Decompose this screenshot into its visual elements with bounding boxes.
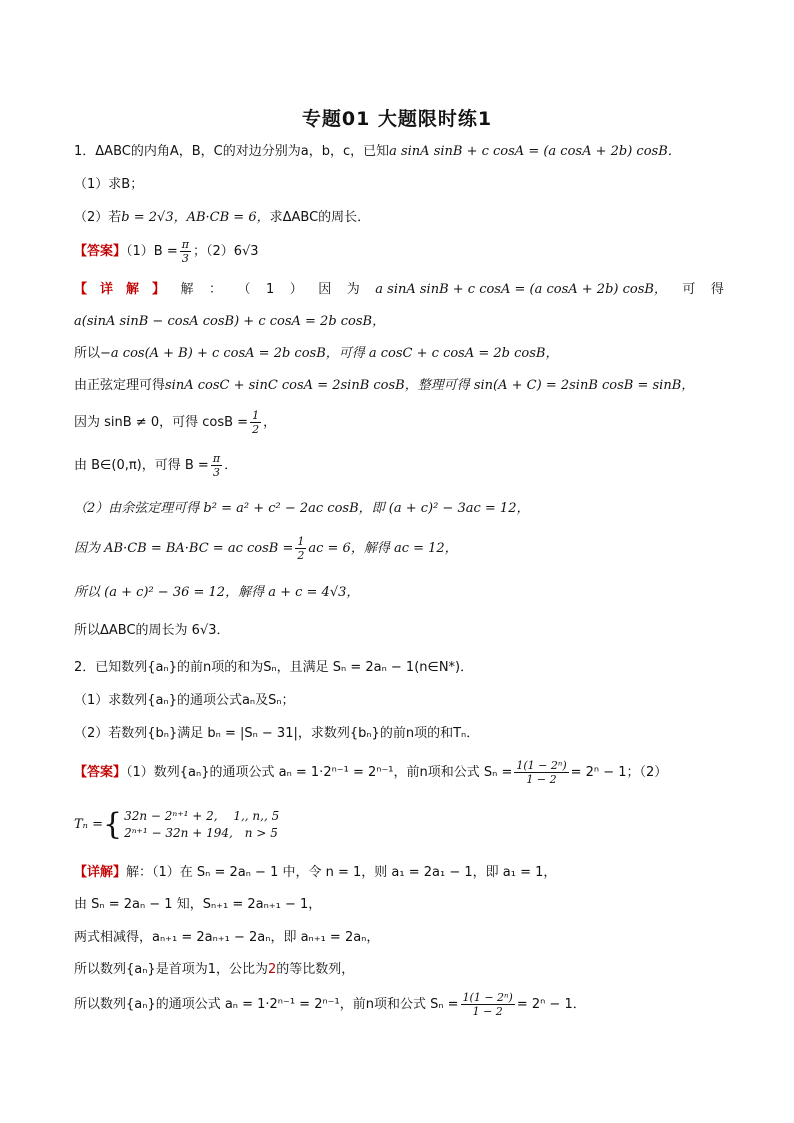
fraction-numerator: 1 xyxy=(297,535,305,548)
q1-answer-p1: （1）B = xyxy=(126,244,178,259)
q1-part2-formula: b = 2√3，AB·CB = 6， xyxy=(121,210,270,225)
q2-detail-line5 xyxy=(74,988,724,1022)
detail-word: ： xyxy=(209,282,223,297)
fraction-denominator: 1 − 2 xyxy=(472,1005,503,1018)
q2-answer xyxy=(74,757,724,789)
q1-part1: （1）求B； xyxy=(74,177,144,192)
q1-step6 xyxy=(74,500,724,518)
q2-detail-5-end: = 2ⁿ − 1． xyxy=(516,997,586,1012)
q2-part2: （2）若数列{bₙ}满足 bₙ = |Sₙ − 31|，求数列{bₙ}的前n项的和Tₙ． xyxy=(74,726,480,741)
q2-detail-tag: 【详解】 xyxy=(74,865,127,880)
q1-step7-text: 因为 AB·CB = BA·BC = ac cosB = xyxy=(74,541,294,556)
q1-answer-fraction xyxy=(180,238,191,265)
q1-step7 xyxy=(74,532,724,566)
q2-detail-4b: 2 xyxy=(267,962,277,977)
q1-detail-tag: 【 详 解 】 xyxy=(74,282,166,297)
q1-step4-end: ， xyxy=(263,415,277,430)
detail-word: 得 xyxy=(710,282,724,297)
detail-word: ） xyxy=(289,282,303,297)
q1-part2-prefix: （2）若 xyxy=(74,210,122,225)
q1-step2-text: 所以 xyxy=(74,346,101,361)
q2-detail-1: 解：（1）在 Sₙ = 2aₙ − 1 中，令 n = 1，则 a₁ = 2a₁ − 1，即 a₁ = 1， xyxy=(126,865,557,880)
q1-step9-text: 所以ΔABC的周长为 6√3． xyxy=(74,623,230,638)
detail-word: 为 xyxy=(346,282,360,297)
detail-word: 1 xyxy=(266,282,275,297)
fraction-denominator: 1 − 2 xyxy=(526,773,557,786)
fraction-denominator: 2 xyxy=(297,549,305,562)
q2-detail-line3: 两式相减得，aₙ₊₁ = 2aₙ₊₁ − 2aₙ，即 aₙ₊₁ = 2aₙ， xyxy=(74,930,380,945)
q2-detail-4a: 所以数列{aₙ}是首项为1，公比为 xyxy=(74,962,268,977)
q1-step4-text: 因为 sinB ≠ 0，可得 cosB = xyxy=(74,415,249,430)
q1-step7-fraction xyxy=(295,535,306,562)
q2-answer-end: = 2ⁿ − 1；（2） xyxy=(570,765,668,780)
piecewise-cases xyxy=(124,808,279,842)
q1-step4 xyxy=(74,406,724,440)
q2-detail-line1 xyxy=(74,864,724,882)
q1-step4-fraction xyxy=(250,409,261,436)
fraction-numerator: 1 xyxy=(252,409,260,422)
q1-answer xyxy=(74,237,724,267)
detail-word: 因 xyxy=(318,282,332,297)
q2-detail-line2: 由 Sₙ = 2aₙ − 1 知，Sₙ₊₁ = 2aₙ₊₁ − 1， xyxy=(74,897,322,912)
fraction-numerator: π xyxy=(212,452,221,465)
q1-step3-text: 由正弦定理可得 xyxy=(74,378,166,393)
fraction-numerator: 1(1 − 2ⁿ) xyxy=(516,759,567,772)
q1-step1-formula: a(sinA sinB − cosA cosB) + c cosA = 2b cosB， xyxy=(74,314,386,329)
q1-step5 xyxy=(74,449,724,483)
page-title: 专题01 大题限时练1 xyxy=(301,108,493,130)
q1-detail-first-line xyxy=(74,281,724,299)
detail-word: 可 xyxy=(682,282,696,297)
q1-answer-tag: 【答案】 xyxy=(74,244,127,259)
q1-step5-text: 由 B∈(0,π)，可得 B = xyxy=(74,458,209,473)
tn-label: Tₙ = xyxy=(74,817,103,832)
q1-step2-formula: −a cos(A + B) + c cosA = 2b cosB，可得 a cosC + c cosA = 2b cosB， xyxy=(100,346,559,361)
q1-step6-formula: （2）由余弦定理可得 b² = a² + c² − 2ac cosB，即 (a + c)² − 3ac = 12， xyxy=(74,501,530,516)
detail-word: 解 xyxy=(180,282,194,297)
q2-detail-5-text: 所以数列{aₙ}的通项公式 aₙ = 1·2ⁿ⁻¹ = 2ⁿ⁻¹，前n项和公式 Sₙ = xyxy=(74,997,459,1012)
q2-stem: 2．已知数列{aₙ}的前n项的和为Sₙ，且满足 Sₙ = 2aₙ − 1(n∈N*)． xyxy=(74,660,474,675)
q1-step3-formula: sinA cosC + sinC cosA = 2sinB cosB，整理可得 sin(A + C) = 2sinB cosB = sinB， xyxy=(165,378,695,393)
q1-step7-end: ac = 6，解得 ac = 12， xyxy=(308,541,458,556)
q1-step8-formula: 所以 (a + c)² − 36 = 12，解得 a + c = 4√3， xyxy=(74,585,360,600)
fraction-numerator: π xyxy=(181,238,189,251)
q2-detail-4c: 的等比数列， xyxy=(276,962,355,977)
q1-part2-suffix: 求ΔABC的周长． xyxy=(269,210,371,225)
case-1: 32n − 2ⁿ⁺¹ + 2, 1,, n,, 5 xyxy=(124,808,280,823)
q1-part2 xyxy=(74,209,724,227)
fraction-denominator: 2 xyxy=(252,423,260,436)
q1-step3 xyxy=(74,377,724,395)
fraction-denominator: 3 xyxy=(181,252,189,265)
q1-answer-p2: ；（2）6√3 xyxy=(192,244,259,259)
q2-answer-text: （1）数列{aₙ}的通项公式 aₙ = 1·2ⁿ⁻¹ = 2ⁿ⁻¹，前n项和公式 Sₙ = xyxy=(126,765,513,780)
q1-step1 xyxy=(74,313,724,331)
q1-stem-text: ΔABC的内角A，B，C的对边分别为a，b，c，已知 xyxy=(95,144,390,159)
detail-word: （ xyxy=(237,282,251,297)
q1-step2 xyxy=(74,345,724,363)
q1-step8 xyxy=(74,584,724,602)
left-brace: { xyxy=(102,806,123,842)
q2-answer-tag: 【答案】 xyxy=(74,765,127,780)
q1-step9 xyxy=(74,622,724,640)
q1-stem-formula: a sinA sinB + c cosA = (a cosA + 2b) cosB． xyxy=(389,144,681,159)
q1-detail-words xyxy=(74,281,724,299)
case-2: 2ⁿ⁺¹ − 32n + 194, n > 5 xyxy=(124,825,278,840)
q2-detail-5-fraction xyxy=(461,991,515,1018)
q1-number: 1． xyxy=(74,144,96,159)
fraction-denominator: 3 xyxy=(212,466,220,479)
q1-step5-end: ． xyxy=(224,458,238,473)
detail-formula: a sinA sinB + c cosA = (a cosA + 2b) cosB， xyxy=(375,282,667,297)
q1-step5-fraction xyxy=(211,452,222,479)
q2-answer-fraction xyxy=(514,759,568,786)
fraction-numerator: 1(1 − 2ⁿ) xyxy=(462,991,513,1004)
q2-detail-line4 xyxy=(74,961,724,979)
q2-part1: （1）求数列{aₙ}的通项公式aₙ及Sₙ； xyxy=(74,693,295,708)
q2-tn-piecewise xyxy=(74,805,724,845)
q1-stem xyxy=(74,143,724,161)
